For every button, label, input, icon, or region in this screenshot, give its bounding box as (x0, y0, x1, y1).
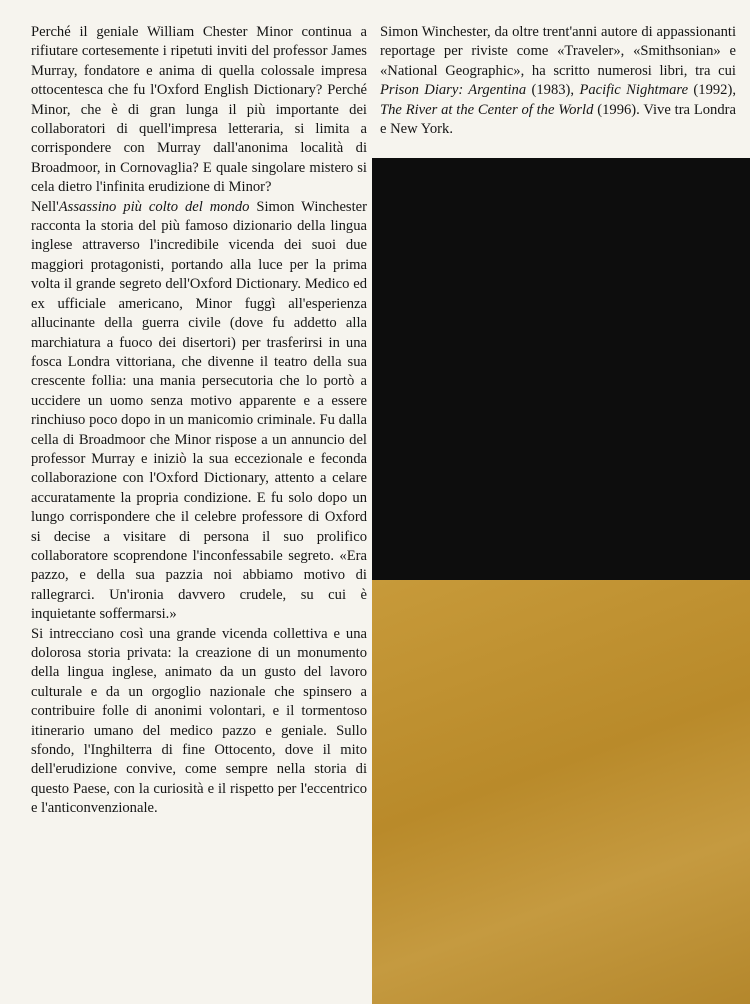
synopsis-text (31, 23, 367, 819)
synopsis-paragraph-1: Perché il geniale William Chester Minor continua a rifiutare cortesemente i ripetuti inviti del professor James Murray, fondatore e anima di quella colossale impresa ottocentesca che fu l'Oxford English Dictionary? Perché Minor, che è di gran lunga il più importante dei collaboratori di quell'impresa letteraria, si limita a corrispondere con Murray dall'anonima località di Broadmoor, in Cornovaglia? E quale singolare mistero si cela dietro l'infinita erudizione di Minor? (31, 24, 367, 196)
book-title-italic: Assassino più colto del mondo (58, 198, 250, 215)
book-1-year: (1983), (526, 82, 580, 99)
bio-start: Simon Winchester, da oltre trent'anni autore di appassionanti reportage per riviste come «Traveler», «Smithsonian» e «National Geographic», ha scritto numerosi libri, tra cui (380, 24, 736, 79)
book-3-title: The River at the Center of the World (380, 101, 594, 118)
paragraph-2-body: Simon Winchester racconta la storia del più famoso dizionario della lingua inglese attraverso l'incredibile vicenda dei suoi due maggiori protagonisti, portando alla luce per la prima volta il grande segreto dell'Oxford Dictionary. Medico ed ex ufficiale americano, Minor fuggì all'esperienza allucinante della guerra civile (dove fu addetto alla marchiatura a fuoco dei disertori) per trasferirsi in una fosca Londra vittoriana, che divenne il teatro della sua crescente follia: una mania persecutoria che lo portò a uccidere un uomo senza motivo apparente e a essere rinchiuso poco dopo in un manicomio criminale. Fu dalla cella di Broadmoor che Minor rispose a un annuncio del professor Murray e iniziò la sua eccezionale e feconda collaborazione con l'Oxford Dictionary, attento a celare accuratamente la propria condizione. E fu solo dopo un lungo corrispondere che il celebre professore di Oxford si decise a visitare di persona il suo prolifico collaboratore scoprendone l'inconfessabile segreto. «Era pazzo, e della sua pazzia noi abbiamo motivo di rallegrarci. Un'ironia davvero crudele, su cui è inquietante soffermarsi.» (31, 198, 368, 623)
paragraph-2-prefix: Nell' (31, 198, 59, 215)
black-panel (372, 158, 750, 580)
synopsis-paragraph-2 (31, 198, 367, 625)
author-bio-paragraph (380, 23, 736, 139)
book-2-year: (1992), (688, 82, 736, 99)
synopsis-column (0, 0, 372, 1004)
book-2-title: Pacific Nightmare (579, 82, 689, 99)
book-1-title: Prison Diary: Argentina (380, 82, 527, 99)
gold-panel (372, 580, 750, 1004)
book-3-year: (1996). Vive tra Londra e New York. (380, 101, 736, 138)
author-bio-text (380, 23, 736, 139)
synopsis-paragraph-3: Si intrecciano così una grande vicenda collettiva e una dolorosa storia privata: la creazione di un monumento della lingua inglese, animato da un gusto del lavoro culturale e da un orgoglio nazionale che spinsero a contribuire folle di anonimi volontari, e il tormentoso itinerario umano del medico pazzo e geniale. Sullo sfondo, l'Inghilterra di fine Ottocento, dove il mito dell'erudizione convive, come sempre nella storia di questo Paese, con la curiosità e il rispetto per l'eccentrico e l'anticonvenzionale. (31, 625, 367, 817)
